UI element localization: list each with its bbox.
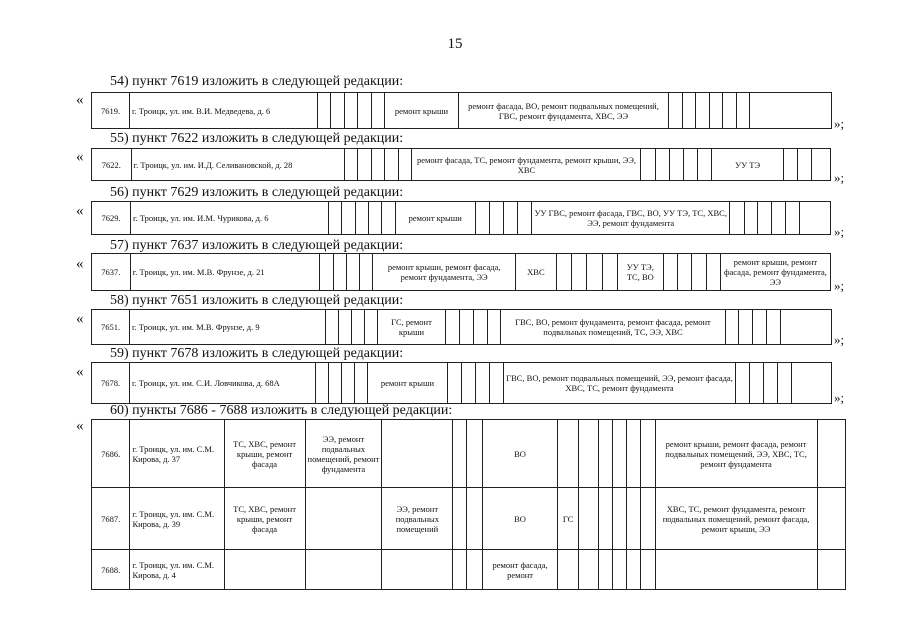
works-cell: ремонт крыши (395, 202, 475, 235)
row-address: г. Троицк, ул. им. М.В. Фрунзе, д. 9 (130, 310, 326, 345)
works-cell: УУ ГВС, ремонт фасада, ГВС, ВО, УУ ТЭ, ТС, ХВС, ЭЭ, ремонт фундамента (532, 202, 730, 235)
works-cell: ТС, ХВС, ремонт крыши, ремонт фасада (224, 420, 305, 488)
section-heading-55: 55) пункт 7622 изложить в следующей редакции: (110, 131, 404, 146)
works-cell (655, 550, 817, 590)
row-address: г. Троицк, ул. им. И.Д. Селивановской, д. 28 (131, 149, 344, 181)
row-table-7678 (91, 362, 832, 404)
works-cell: ГС (558, 488, 578, 550)
works-cell: ТС, ХВС, ремонт крыши, ремонт фасада (224, 488, 305, 550)
row-table-7622 (91, 148, 831, 181)
open-quote: « (76, 256, 84, 272)
section-heading-59: 59) пункт 7678 изложить в следующей редакции: (110, 346, 404, 361)
row-address: г. Троицк, ул. им. С.М. Кирова, д. 4 (130, 550, 224, 590)
table-row (92, 550, 846, 590)
works-cell (558, 550, 578, 590)
table-row (92, 420, 846, 488)
works-cell: ремонт фасада, ВО, ремонт подвальных помещений, ГВС, ремонт фундамента, ХВС, ЭЭ (459, 93, 669, 129)
row-number: 7622. (92, 149, 132, 181)
row-number: 7651. (92, 310, 130, 345)
close-quote: »; (834, 224, 845, 239)
works-cell: ВО (482, 488, 558, 550)
works-cell: УУ ТЭ, ТС, ВО (617, 254, 663, 291)
close-quote: »; (834, 116, 845, 131)
works-cell (382, 550, 453, 590)
row-address: г. Троицк, ул. им. С.И. Ловчикова, д. 68А (130, 363, 316, 404)
row-table-7629 (91, 201, 831, 235)
works-cell: ремонт крыши, ремонт фасада, ремонт фундамента, ЭЭ (720, 254, 830, 291)
row-table-7637 (91, 253, 831, 291)
works-cell: ГС, ремонт крыши (378, 310, 446, 345)
works-cell: ХВС (516, 254, 557, 291)
works-cell: ремонт крыши, ремонт фасада, ремонт подвальных помещений, ЭЭ, ХВС, ТС, ремонт фундамента (655, 420, 817, 488)
section-heading-54: 54) пункт 7619 изложить в следующей редакции: (110, 74, 404, 89)
row-number: 7619. (92, 93, 130, 129)
open-quote: « (76, 92, 84, 108)
row-number: 7629. (92, 202, 131, 235)
row-number: 7687. (92, 488, 130, 550)
table-row (92, 488, 846, 550)
row-number: 7637. (92, 254, 131, 291)
works-cell: УУ ТЭ (712, 149, 784, 181)
section-heading-56: 56) пункт 7629 изложить в следующей редакции: (110, 185, 404, 200)
row-address: г. Троицк, ул. им. И.М. Чурикова, д. 6 (131, 202, 329, 235)
row-table-7686-7688 (91, 419, 846, 590)
works-cell: ремонт крыши, ремонт фасада, ремонт фундамента, ЭЭ (373, 254, 516, 291)
works-cell (558, 420, 578, 488)
works-cell (382, 420, 453, 488)
open-quote: « (76, 418, 84, 434)
works-cell: ВО (482, 420, 558, 488)
open-quote: « (76, 364, 84, 380)
works-cell (305, 550, 382, 590)
close-quote: »; (834, 332, 845, 347)
works-cell (305, 488, 382, 550)
row-table-7651 (91, 309, 832, 345)
close-quote: »; (834, 278, 845, 293)
works-cell: ремонт крыши (368, 363, 448, 404)
row-address: г. Троицк, ул. им. С.М. Кирова, д. 39 (130, 488, 224, 550)
section-heading-57: 57) пункт 7637 изложить в следующей редакции: (110, 238, 404, 253)
open-quote: « (76, 203, 84, 219)
row-number: 7688. (92, 550, 130, 590)
page-number: 15 (447, 36, 463, 52)
works-cell: ГВС, ВО, ремонт подвальных помещений, ЭЭ, ремонт фасада, ХВС, ТС, ремонт фундамента (504, 363, 736, 404)
works-cell (224, 550, 305, 590)
close-quote: »; (834, 390, 845, 405)
works-cell: ЭЭ, ремонт подвальных помещений (382, 488, 453, 550)
works-cell: ремонт крыши (385, 93, 459, 129)
works-cell: ЭЭ, ремонт подвальных помещений, ремонт фундамента (305, 420, 382, 488)
works-cell: ХВС, ТС, ремонт фундамента, ремонт подвальных помещений, ремонт фасада, ремонт крыши, ЭЭ (655, 488, 817, 550)
row-number: 7678. (92, 363, 130, 404)
open-quote: « (76, 149, 84, 165)
works-cell: ремонт фасада, ремонт (482, 550, 558, 590)
row-address: г. Троицк, ул. им. В.И. Медведева, д. 6 (130, 93, 318, 129)
works-cell: ГВС, ВО, ремонт фундамента, ремонт фасада, ремонт подвальных помещений, ТС, ЭЭ, ХВС (501, 310, 726, 345)
works-cell: ремонт фасада, ТС, ремонт фундамента, ремонт крыши, ЭЭ, ХВС (412, 149, 641, 181)
row-table-7619 (91, 92, 832, 129)
section-heading-58: 58) пункт 7651 изложить в следующей редакции: (110, 293, 404, 308)
section-heading-60: 60) пункты 7686 - 7688 изложить в следующей редакции: (110, 403, 453, 418)
row-address: г. Троицк, ул. им. С.М. Кирова, д. 37 (130, 420, 224, 488)
row-address: г. Троицк, ул. им. М.В. Фрунзе, д. 21 (130, 254, 320, 291)
open-quote: « (76, 311, 84, 327)
row-number: 7686. (92, 420, 130, 488)
close-quote: »; (834, 170, 845, 185)
